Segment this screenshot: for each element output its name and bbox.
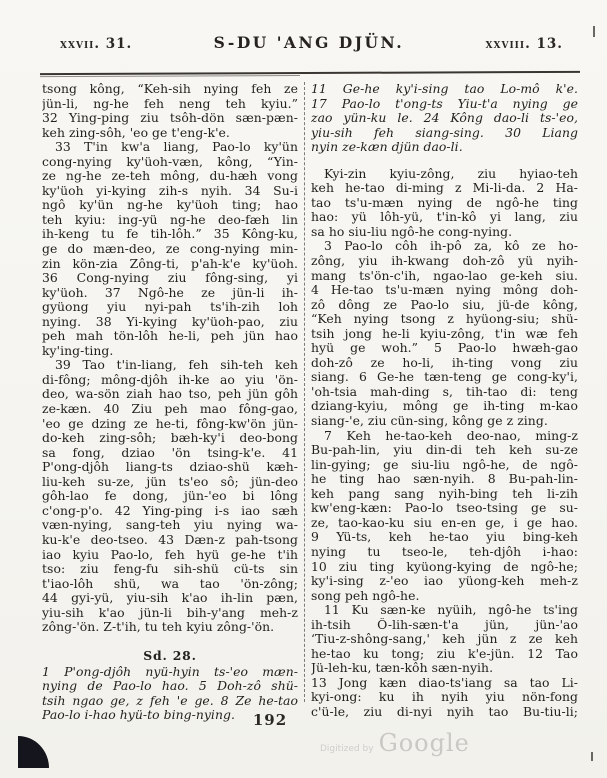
text-line: ky'ing-ting. (42, 343, 114, 358)
text-line: mang ts'ön-c'ih, ngao-lao ge-keh siu. (311, 268, 578, 283)
text-line: he ting hao sæn-nyih. 8 Bu-pah-lin- (311, 472, 578, 487)
text-line: peh mah tön-lôh he-li, peh jün hao (42, 329, 298, 344)
text-line: hao: yü lôh-yü, t'in-kô yi lang, ziu (311, 210, 578, 225)
google-logo: Google (378, 729, 470, 757)
text-line: he-tao ku tong; ziu k'e-jün. 12 Tao (311, 646, 578, 661)
text-line: 3 Pao-lo côh ih-pô za, kô ze ho- (324, 239, 578, 254)
text-line: zao yün-ku le. 24 Kông dao-li ts-'eo, (311, 111, 578, 126)
text-line: tso: ziu feng-fu sih-shü cü-ts sin (42, 562, 298, 577)
text-line: 1 P'ong-djôh nyü-hyin ts-'eo mæn- (42, 664, 298, 679)
watermark-prefix-label: Digitized by (320, 744, 374, 754)
text-line: 17 Pao-lo t'ong-ts Yiu-t'a nying ge (311, 96, 578, 111)
text-line: kyi-ong: ku ih nyih yiu nön-fong (311, 690, 578, 705)
text-line: Kyi-zin kyiu-zông, ziu hyiao-teh (324, 166, 578, 181)
text-line: 33 T'in kw'a liang, Pao-lo ky'ün (55, 140, 298, 155)
chapter-heading: Sd. 28. (143, 648, 197, 663)
text-line: ih-keng tu fe tih-lôh.” 35 Kông-ku, (42, 227, 298, 242)
running-head-verse-left: xxvii. 31. (60, 36, 133, 52)
text-line: sa fong, dziao 'ön tsing-k'e. 41 (42, 445, 298, 460)
page-header (60, 33, 563, 52)
text-line: deo, wa-sön ziah hao tso, peh jün gôh (42, 387, 298, 402)
text-line: 13 Jong kæn diao-ts'iang sa tao Li- (311, 675, 578, 690)
text-line: nying. 38 Yi-kying ky'üoh-pao, ziu (42, 314, 298, 329)
text-line: 11 Ku sæn-ke nyüih, ngô-he ts'ing (324, 603, 578, 618)
column-divider (304, 82, 305, 702)
text-line: zông-'ön. Z-t'ih, tu teh kyiu zông-'ön. (42, 620, 275, 635)
text-line: nying tu tseo-le, teh-djôh i-hao: (311, 544, 578, 559)
text-line: c'ong-p'o. 42 Ying-ping i-s iao sæh (42, 503, 298, 518)
text-line: keh pang sang nyih-bing teh li-zih (311, 486, 578, 501)
text-line: ngô ky'ün ng-he ky'üoh ting; hao (42, 198, 298, 213)
line-gap (311, 155, 578, 167)
text-line: keh he-tao di-ming z Mi-li-da. 2 Ha- (311, 181, 578, 196)
text-line: 'oh-tsia mah-ding s, tih-tao di: teng (311, 384, 578, 399)
text-line: “Keh nying tsong z hyüong-siu; shü- (311, 312, 578, 327)
text-line: ky'i-sing z-'eo iao yüong-keh meh-z (311, 574, 578, 589)
running-head-verse-right: xxviii. 13. (485, 36, 563, 52)
text-line: 9 Yü-ts, keh he-tao yiu bing-keh (311, 530, 578, 545)
text-line: liu-keh su-ze, jün ts'eo sô; jün-deo (42, 474, 298, 489)
left-column (42, 82, 298, 723)
line-gap (42, 635, 298, 647)
text-line: ih-tsih Ô-lih-sæn-t'a jün, jün-'ao (311, 617, 578, 632)
text-line: hyü ge woh.” 5 Pao-lo hwæh-gao (311, 341, 578, 356)
text-line: 11 Ge-he ky'i-sing tao Lo-mô k'e. (311, 82, 578, 96)
text-line: ze ng-he ze-teh mông, du-hæh vong (42, 169, 298, 184)
text-line: lin-gying; ge siu-liu ngô-he, de ngô- (311, 457, 578, 472)
text-columns (42, 82, 578, 723)
text-line: do-keh zing-sôh; bæh-ky'i deo-bong (42, 431, 298, 446)
text-line: zông, yiu ih-kwang doh-zô yü nyih- (311, 254, 578, 269)
scan-edge-mark-top (593, 26, 595, 37)
text-line: yiu-sih k'ao jün-li bih-y'ang meh-z (42, 605, 298, 620)
page-number: 192 (252, 711, 288, 729)
text-line: tsih ngao ge, z feh 'e ge. 8 Ze he-tao (42, 693, 298, 708)
text-line: siang. 6 Ge-he tæn-teng ge cong-ky'i, (311, 370, 578, 385)
text-line: tsong kông, “Keh-sih nying feh ze (42, 82, 298, 96)
text-line: ze-kæn. 40 Ziu peh mao fông-gao, (42, 402, 298, 417)
right-column (311, 82, 578, 723)
text-line: yiu-sih feh siang-sing. 30 Liang (311, 125, 578, 140)
text-line: ku-k'e deo-tseo. 43 Dæn-z pah-tsong (42, 532, 298, 547)
text-line: tao ts'u-mæn nying de ngô-he ting (311, 195, 578, 210)
text-line: 44 gyi-yü, yiu-sih k'ao ih-lin pæn, (42, 591, 298, 606)
text-line: nyin ze-kæn djün dao-li. (311, 140, 463, 155)
text-line: teh kyiu: ing-yü ng-he deo-fæh lin (42, 212, 298, 227)
text-line: 39 Tao t'in-liang, feh sih-teh keh (55, 358, 298, 373)
scan-edge-mark-bottom (591, 752, 593, 761)
text-line: ky'üoh. 37 Ngô-he ze jün-li ih- (42, 285, 298, 300)
text-line: di-fông; mông-djôh ih-ke ao yiu 'ön- (42, 372, 298, 387)
text-line: keh zing-sôh, 'eo ge t'eng-k'e. (42, 125, 230, 140)
text-line: iao kyiu Pao-lo, feh hyü ge-he t'ih (42, 547, 298, 562)
text-line: kw'eng-kæn: Pao-lo tseo-tsing ge su- (311, 501, 578, 516)
text-line: cong-nying ky'üoh-væn, kông, “Yin- (42, 154, 298, 169)
text-line: P'ong-djôh liang-ts dziao-shü kæh- (42, 460, 298, 475)
text-line: song peh ngô-he. (311, 588, 420, 603)
text-line: tsih jong he-li kyiu-zông, t'in wæ feh (311, 326, 578, 341)
text-line: sa ho siu-liu ngô-he cong-nying. (311, 224, 513, 239)
text-line: 10 ziu ting kyüong-kying de ngô-he; (311, 559, 578, 574)
header-rule (40, 71, 580, 75)
text-line: jün-li, ng-he feh neng teh kyiu.” (42, 96, 298, 111)
text-line: 32 Ying-ping ziu tsôh-dön sæn-pæn- (42, 111, 298, 126)
text-line: Pao-lo i-hao hyü-to bing-nying. (42, 708, 235, 723)
scan-corner-artifact (18, 736, 49, 768)
text-line: zô dông ze Pao-lo siu, jü-de kông, (311, 297, 578, 312)
text-line: væn-nying, sang-teh yiu nying wa- (42, 518, 298, 533)
digitized-watermark (320, 729, 470, 757)
text-line: ge do mæn-deo, ze cong-nying min- (42, 242, 298, 257)
running-head-title: S-DU 'ANG DJÜN. (213, 33, 405, 52)
text-line: siang-'e, ziu cün-sing, kông ge z zing. (311, 414, 548, 429)
text-line: gôh-lao fe dong, jün-'eo bi lông (42, 489, 298, 504)
text-line: 'eo ge dzing ze he-ti, fông-kw'ön jün- (42, 416, 298, 431)
text-line: zin kön-zia Zông-ti, p'ah-k'e ky'üoh. (42, 256, 298, 271)
text-line: 7 Keh he-tao-keh deo-nao, ming-z (324, 428, 578, 443)
text-line: gyüong yiu nyi-pah ts'ih-zih loh (42, 300, 298, 315)
text-line: 36 Cong-nying ziu fông-sing, yi (42, 271, 298, 286)
text-line: ze, tao-kao-ku siu en-en ge, i ge hao. (311, 515, 578, 530)
text-line: nying de Pao-lo hao. 5 Doh-zô shü- (42, 679, 298, 694)
text-line: ‘Tiu-z-shông-sang,' keh jün z ze keh (311, 632, 578, 647)
text-line: 4 He-tao ts'u-mæn nying mông doh- (311, 283, 578, 298)
text-line: Bu-pah-lin, yiu din-di teh keh su-ze (311, 443, 578, 458)
text-line: doh-zô ze ho-li, ih-ting vong ziu (311, 355, 578, 370)
text-line: Jü-leh-ku, tæn-kôh sæn-nyih. (311, 661, 494, 676)
text-line: c'ü-le, ziu di-nyi nyih tao Bu-tiu-li; (311, 704, 578, 719)
text-line: ky'üoh yi-kying zih-s nyih. 34 Su-i (42, 183, 298, 198)
text-line: t'iao-lôh shü, wa tao 'ön-zông; (42, 576, 298, 591)
text-line: dziang-kyiu, mông ge ih-ting m-kao (311, 399, 578, 414)
